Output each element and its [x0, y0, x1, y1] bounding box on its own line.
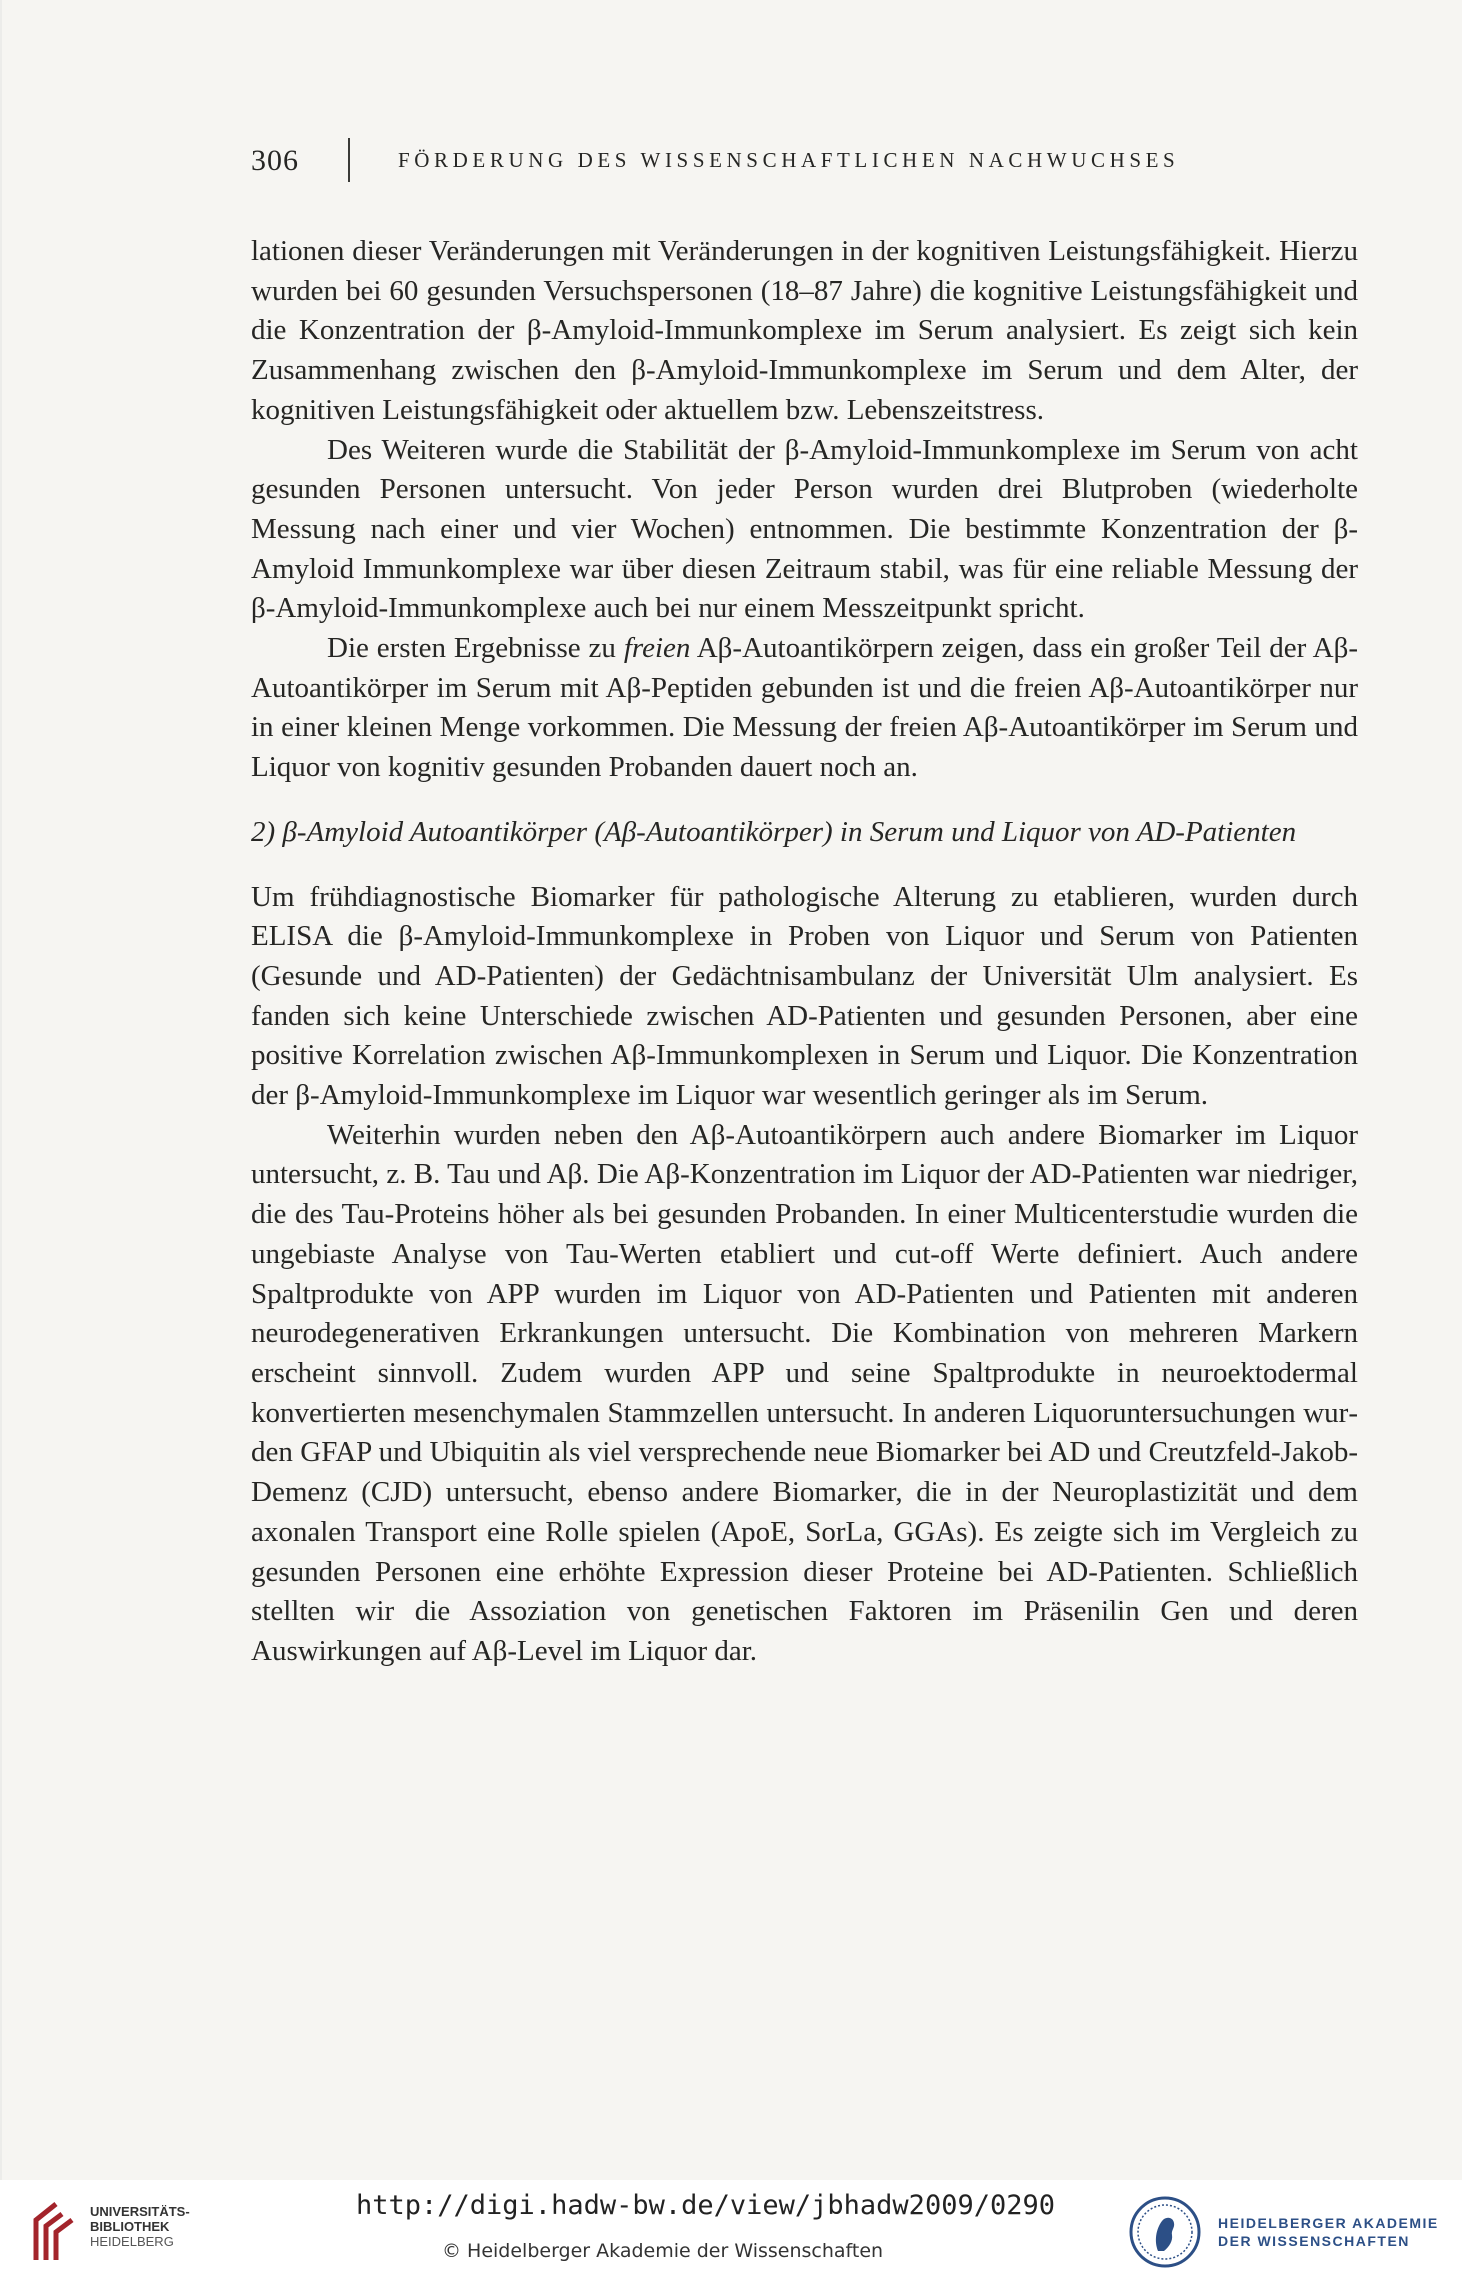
paragraph-2: Des Weiteren wurde die Stabilität der β-Amyloid-Immunkomplexe im Serum von acht gesunden Personen untersucht. Von jeder Person wurden drei Blutproben (wiederholte Messung nach einer und vier Wochen) entnommen. Die bestimmte Konzentration der β-Amyloid Immunkomplexe war über diesen Zeitraum stabil, was für eine reliable Messung der β-Amyloid-Immunkomplexe auch bei nur einem Messzeitpunkt spricht.	[251, 433, 1358, 625]
paragraph-3-rest: Aβ-Autoantikörpern zeigen, dass ein großer Teil der Aβ-Autoantikörper im Serum mit Aβ-Peptiden gebunden ist und die freien Aβ-Autoantikörper nur in einer kleinen Menge vorkommen. Die Messung der freien Aβ-Autoantikörper im Serum und Liquor von kognitiv gesunden Probanden dauert noch an.	[251, 632, 1358, 784]
library-name-line-2: BIBLIOTHEK	[90, 2219, 170, 2234]
university-library-logo-icon	[28, 2190, 84, 2268]
library-name-line-1: UNIVERSITÄTS-	[90, 2204, 190, 2219]
paragraph-5: Weiterhin wurden neben den Aβ-Autoantikörpern auch andere Biomarker im Liquor untersucht, z. B. Tau und Aβ. Die Aβ-Konzentration im Liquor der AD-Patienten war niedriger, die des Tau-Proteins höher als bei gesunden Probanden. In einer Multicenterstudie wurden die ungebiaste Analyse von Tau-Werten etabliert und cut-off Werte definiert. Auch andere Spaltprodukte von APP wurden im Liquor von AD-Patienten und Patienten mit anderen neurodegenerativen Erkrankungen untersucht. Die Kombination von mehreren Markern erscheint sinnvoll. Zudem wurden APP und seine Spaltprodukte in neuroektodermal konvertierten mesenchymalen Stammzellen untersucht. In anderen Liquoruntersuchungen wurden GFAP und Ubiquitin als viel versprechende neue Biomarker bei AD und Creutzfeld-Jakob-Demenz (CJD) untersucht, ebenso andere Biomarker, die in der Neuroplastizität und dem axonalen Transport eine Rolle spielen (ApoE, SorLa, GGAs). Es zeigte sich im Vergleich zu gesunden Personen eine erhöhte Expression dieser Proteine bei AD-Patienten. Schließlich stellten wir die Assoziation von genetischen Faktoren im Präsenilin Gen und deren Auswirkungen auf Aβ-Level im Liquor dar.	[251, 1118, 1358, 1667]
academy-name-line-2: DER WISSENSCHAFTEN	[1218, 2233, 1410, 2249]
digitization-footer	[0, 2180, 1462, 2285]
running-header	[251, 138, 1351, 184]
copyright-notice: © Heidelberger Akademie der Wissenschaften	[442, 2240, 884, 2262]
page-body	[251, 232, 1358, 1672]
section-heading-2: 2) β-Amyloid Autoantikörper (Aβ-Autoantikörper) in Serum und Liquor von AD-Patienten	[251, 815, 1297, 848]
permalink-url[interactable]: http://digi.hadw-bw.de/view/jbhadw2009/0290	[356, 2190, 1055, 2221]
paragraph-1: lationen dieser Veränderungen mit Veränderungen in der kognitiven Leistungsfähigkeit. Hierzu wurden bei 60 gesunden Versuchspersonen (18–87 Jahre) die kognitive Leistungsfähigkeit und die Konzentration der β-Amyloid-Immunkomplexe im Serum analysiert. Es zeigt sich kein Zusammenhang zwischen den β-Amyloid-Immunkomplexe im Serum und dem Alter, der kognitiven Leistungsfähigkeit oder aktuellem bzw. Lebenszeitstress.	[251, 235, 1358, 426]
paragraph-4: Um frühdiagnostische Biomarker für pathologische Alterung zu etablieren, wurden durch ELISA die β-Amyloid-Immunkomplexe in Proben von Liquor und Serum von Patienten (Gesunde und AD-Patienten) der Gedächtnisambulanz der Universität Ulm analysiert. Es fanden sich keine Unterschiede zwischen AD-Patienten und gesunden Personen, aber eine positive Korrelation zwischen Aβ-Immunkomplexen in Serum und Liquor. Die Konzentration der β-Amyloid-Immunkomplexe im Liquor war wesentlich geringer als im Serum.	[251, 880, 1358, 1112]
library-name-line-3: HEIDELBERG	[90, 2234, 174, 2249]
running-title: FÖRDERUNG DES WISSENSCHAFTLICHEN NACHWUCHSES	[398, 148, 1180, 172]
university-library-name	[90, 2204, 190, 2249]
page-number: 306	[251, 144, 299, 177]
paragraph-3-start: Die ersten Ergebnisse zu	[327, 632, 624, 665]
academy-seal-icon	[1128, 2195, 1202, 2269]
emphasis-freien: freien	[623, 632, 691, 665]
paragraph-3	[251, 629, 1358, 788]
academy-name-line-1: HEIDELBERGER AKADEMIE	[1218, 2215, 1439, 2231]
header-divider	[348, 138, 350, 182]
academy-name	[1218, 2214, 1439, 2250]
